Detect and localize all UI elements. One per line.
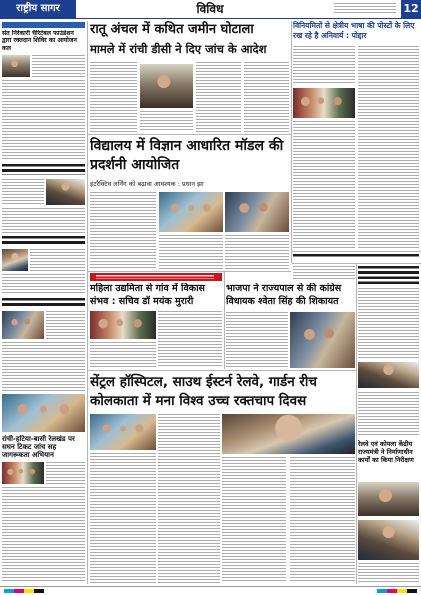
regional-language-headline: विनियमितों से क्षेत्रीय भाषा की पोस्टों के लिए रख रहे है अनिवार्य : पोद्दार — [293, 21, 415, 40]
article-body-text — [30, 249, 85, 271]
masthead-dateline — [334, 3, 396, 15]
article-body-text — [2, 179, 44, 205]
article-body-text — [158, 414, 220, 583]
section-rule — [88, 370, 356, 371]
rail-ticket-drive-photo — [2, 462, 44, 484]
women-entrepreneurship-photo — [90, 311, 156, 339]
article-body-text — [46, 311, 85, 339]
masthead — [0, 0, 421, 19]
article-body-text — [358, 563, 419, 583]
rail-ticket-drive-headline: रांची-हटिया-बासी रेलखंड पर सघन टिकट जांच सह जागरूकता अभियान — [2, 435, 75, 459]
article-body-text — [90, 453, 156, 583]
article-body-text — [293, 266, 355, 281]
article-body-text — [159, 235, 223, 269]
article-body-text — [290, 457, 355, 583]
kicker-text — [96, 275, 214, 279]
ratu-land-scam-photo — [140, 64, 193, 108]
article-body-text — [90, 342, 156, 368]
article-body-text — [158, 311, 222, 368]
bjp-complaint-photo — [290, 312, 355, 368]
blood-donation-photo — [2, 55, 30, 77]
registration-marks — [4, 589, 44, 593]
article-body-text — [226, 312, 288, 368]
science-exhibition-subheadline: इंटरैक्टिव लर्निंग को बढ़ावा आवश्यक : प्रधान झा — [90, 180, 204, 188]
column-rule — [291, 21, 292, 263]
column-rule — [87, 21, 88, 584]
article-body-text — [32, 55, 85, 77]
brief-headline — [2, 164, 85, 175]
women-entrepreneurship-headline: महिला उद्यमिता से गांव में विकास संभव : सचिव डॉ मयंक मुरारी — [90, 283, 205, 307]
section-rule — [292, 263, 421, 264]
brief-group-photo — [2, 394, 85, 432]
brief-headline — [2, 236, 85, 244]
briefs-section-label — [2, 22, 85, 28]
article-body-text — [2, 487, 85, 583]
article-body-text — [225, 235, 289, 269]
article-body-text — [358, 46, 419, 249]
article-body-text — [244, 62, 289, 132]
minister-inspection-photo — [358, 520, 419, 560]
minister-inspection-photo — [358, 482, 419, 516]
article-body-text — [46, 462, 85, 484]
article-body-text — [358, 288, 419, 359]
ratu-land-scam-headline-line2: मामले में रांची डीसी ने दिए जांच के आदेश — [90, 42, 267, 56]
blood-donation-headline: संत निरंकारी चैरिटेबल फाउंडेशन द्वारा रक्तदान शिविर का आयोजन कल — [2, 30, 77, 52]
bjp-complaint-headline: भाजपा ने राज्यपाल से की कांग्रेस विधायक श्वेता सिंह की शिकायत — [226, 283, 342, 307]
article-body-text — [2, 80, 85, 161]
section-rule — [292, 251, 421, 252]
article-body-text — [90, 192, 156, 269]
article-body-text — [293, 121, 355, 249]
brief-headline — [2, 298, 85, 306]
brief-photo — [46, 179, 85, 205]
article-body-text — [358, 392, 419, 437]
brief-photo — [2, 311, 44, 339]
paper-name: राष्ट्रीय सागर — [16, 3, 60, 14]
article-body-text — [90, 62, 137, 132]
article-body-text — [2, 342, 85, 391]
regional-language-photo — [293, 88, 355, 118]
brief-photo — [2, 249, 28, 271]
column-rule — [224, 272, 225, 369]
photo-caption — [140, 111, 193, 132]
article-body-text — [196, 62, 241, 132]
hypertension-day-photo — [90, 414, 156, 450]
article-body-text — [2, 208, 85, 233]
science-exhibition-headline: विद्यालय में विज्ञान आधारित मॉडल की प्रदर्शनी आयोजित — [90, 138, 284, 173]
ratu-land-scam-headline-line1: रातू अंचल में कथित जमीन घोटाला — [90, 22, 254, 37]
science-exhibition-photo — [225, 192, 289, 232]
page-number: 12 — [403, 2, 419, 15]
column-rule — [356, 264, 357, 584]
brief-headline — [293, 254, 419, 259]
science-exhibition-photo — [159, 192, 223, 232]
article-body-text — [222, 457, 286, 583]
minister-inspection-headline: रेलवे एवं कोयला केंद्रीय राज्यमंत्री ने निर्माणाधीन कार्यों का किया निरीक्षण — [358, 440, 414, 464]
brief-photo — [358, 362, 419, 388]
brief-headline — [358, 266, 419, 284]
section-rule — [88, 271, 291, 272]
section-rule — [88, 134, 291, 135]
footer-rule — [0, 586, 421, 587]
hypertension-day-headline: सेंट्रल हॉस्पिटल, साउथ ईस्टर्न रेलवे, गार्डन रीच कोलकाता में मना विश्व उच्च रक्तचाप दिवस — [90, 374, 317, 409]
story-kicker-banner — [90, 273, 222, 281]
registration-marks — [377, 589, 417, 593]
article-body-text — [293, 46, 355, 85]
article-body-text — [2, 274, 85, 295]
section-title: विविध — [196, 2, 224, 16]
hypertension-day-group-photo — [222, 414, 355, 454]
